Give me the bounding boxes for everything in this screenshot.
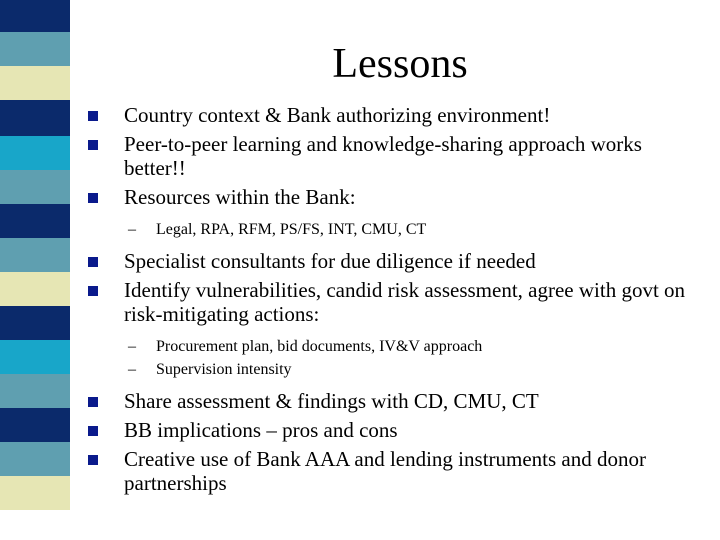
stripe-band	[0, 170, 70, 204]
bullet-item	[88, 132, 708, 180]
sub-bullet-text: Legal, RPA, RFM, PS/FS, INT, CMU, CT	[156, 221, 427, 238]
bullet-text: Creative use of Bank AAA and lending instruments and donor partnerships	[124, 447, 646, 495]
dash-bullet: –	[128, 361, 136, 378]
bullet-text: Country context & Bank authorizing environment!	[124, 103, 551, 127]
stripe-band	[0, 374, 70, 408]
square-bullet-icon	[88, 455, 98, 465]
stripe-band	[0, 340, 70, 374]
stripe-band	[0, 272, 70, 306]
dash-bullet: –	[128, 221, 136, 238]
bullet-text: Identify vulnerabilities, candid risk assessment, agree with govt on risk-mitigating actions:	[124, 278, 686, 326]
sub-bullet-text: Supervision intensity	[156, 361, 292, 378]
bullet-item	[88, 418, 708, 442]
bullet-list	[88, 103, 708, 500]
sub-bullet-item	[88, 360, 708, 380]
bullet-text: Resources within the Bank:	[124, 185, 356, 209]
square-bullet-icon	[88, 257, 98, 267]
bullet-item	[88, 185, 708, 209]
square-bullet-icon	[88, 111, 98, 121]
square-bullet-icon	[88, 426, 98, 436]
bullet-item	[88, 103, 708, 127]
bullet-text: Specialist consultants for due diligence if needed	[124, 249, 536, 273]
stripe-band	[0, 442, 70, 476]
square-bullet-icon	[88, 286, 98, 296]
stripe-band	[0, 136, 70, 170]
stripe-band	[0, 66, 70, 100]
stripe-band	[0, 32, 70, 66]
bullet-item	[88, 447, 708, 495]
stripe-band	[0, 238, 70, 272]
stripe-band	[0, 306, 70, 340]
decorative-stripe	[0, 0, 70, 540]
square-bullet-icon	[88, 397, 98, 407]
bullet-text: Peer-to-peer learning and knowledge-sharing approach works better!!	[124, 132, 642, 180]
sub-bullet-text: Procurement plan, bid documents, IV&V approach	[156, 338, 483, 355]
stripe-band	[0, 0, 70, 32]
bullet-item	[88, 278, 708, 326]
stripe-band	[0, 100, 70, 136]
stripe-band	[0, 510, 70, 540]
slide-title: Lessons	[332, 41, 468, 87]
square-bullet-icon	[88, 193, 98, 203]
bullet-text: BB implications – pros and cons	[124, 418, 398, 442]
bullet-item	[88, 389, 708, 413]
sub-bullet-item	[88, 337, 708, 357]
sub-bullet-item	[88, 220, 708, 240]
square-bullet-icon	[88, 140, 98, 150]
stripe-band	[0, 476, 70, 510]
bullet-item	[88, 249, 708, 273]
bullet-text: Share assessment & findings with CD, CMU, CT	[124, 389, 539, 413]
stripe-band	[0, 204, 70, 238]
dash-bullet: –	[128, 338, 136, 355]
stripe-band	[0, 408, 70, 442]
